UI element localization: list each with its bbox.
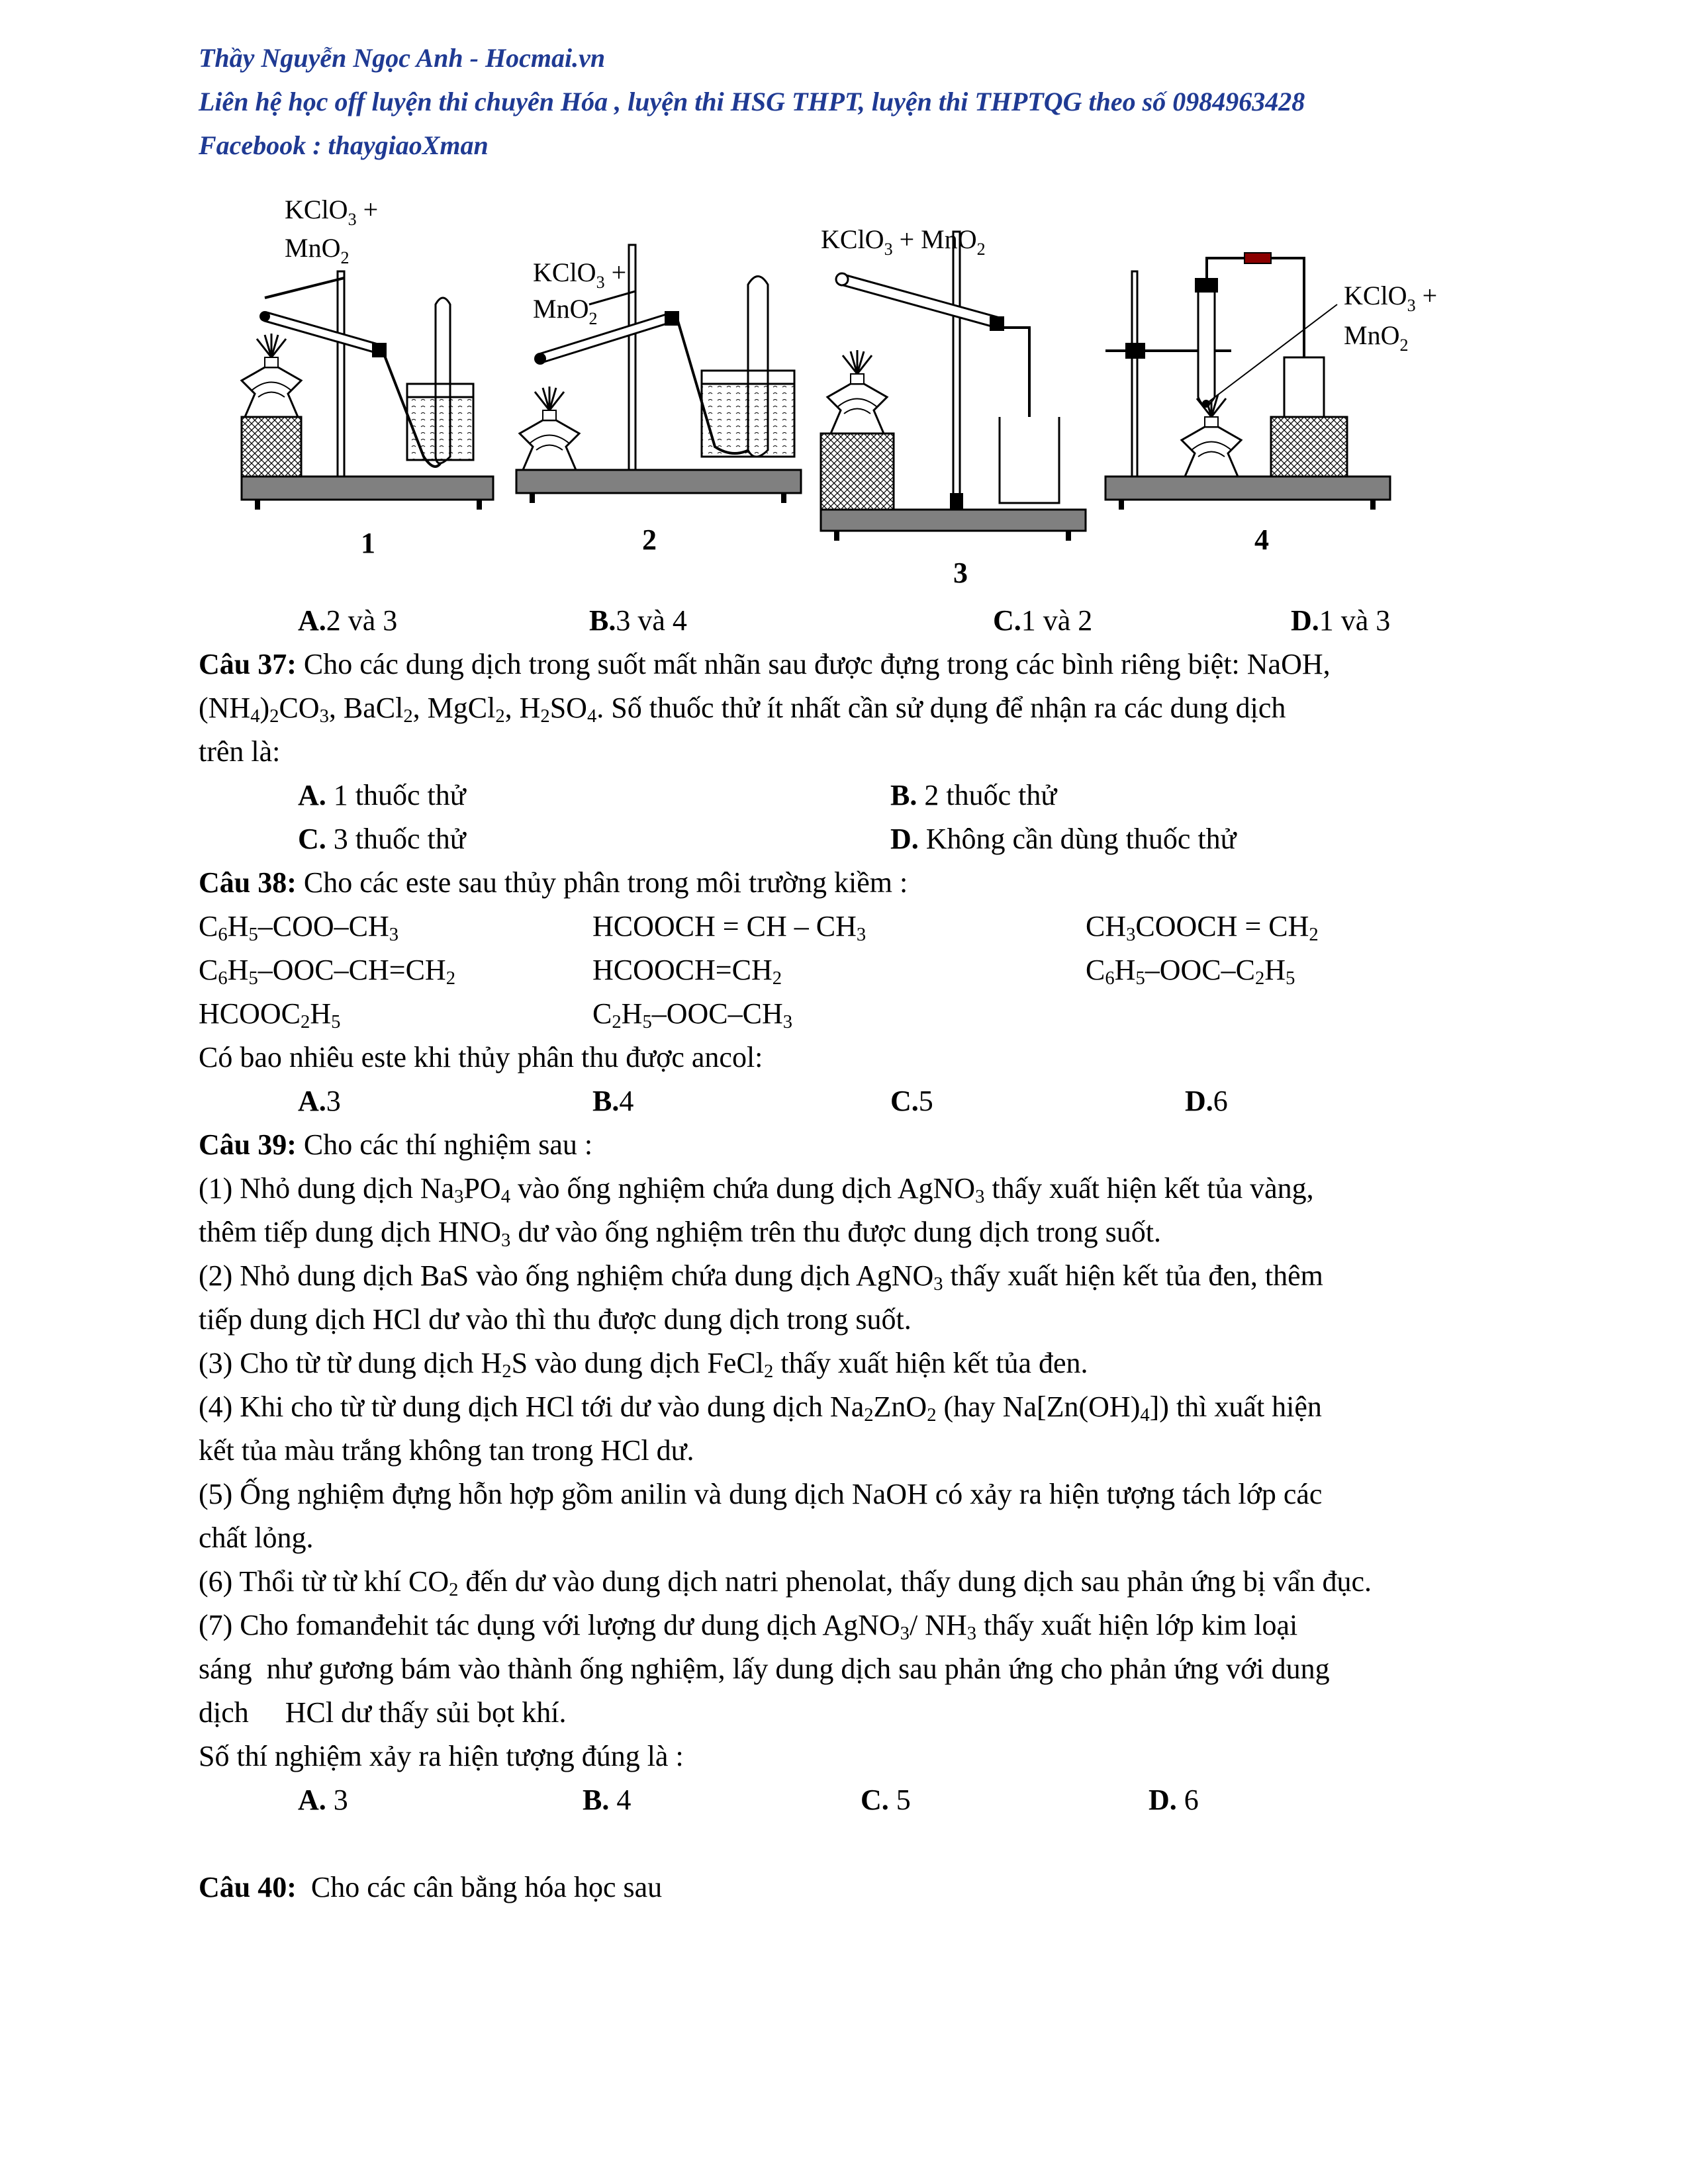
q39-option-b[interactable]: B. 4 [583,1784,632,1816]
ester-2: HCOOCH = CH – $CH_3$ [592,910,867,946]
q39-line-2: thêm tiếp dung dịch $HNO_3$ dư vào ống nghiệm trên thu được dung dịch trong suốt. [199,1216,1161,1251]
q37-stem-2: $(NH_4)_2CO_3$, BaCl$_2$, MgCl$_2$, $H_2SO_4$. Số thuốc thử ít nhất cần sử dụng để nhận ra các dung dịch [199,692,1286,727]
page-header [199,36,1523,167]
svg-text:KClO3 +: KClO$_3$ + [533,257,627,292]
q39-option-a[interactable]: A. 3 [298,1784,348,1816]
q39-line-8: (5) Ống nghiệm đựng hỗn hợp gồm anilin và dung dịch NaOH có xảy ra hiện tượng tách lớp các [199,1478,1323,1510]
q38-options [199,1079,1496,1123]
q38-option-b[interactable]: B.4 [592,1085,634,1117]
q37-stem-3: trên là: [199,735,281,768]
q36-option-c[interactable]: C.1 và 2 [993,604,1093,637]
ester-5: $HCOOCH=CH_2$ [592,954,782,989]
q37-option-d[interactable]: D. Không cần dùng thuốc thử [890,823,1237,855]
q39-line-7: kết tủa màu trắng không tan trong HCl dư. [199,1434,694,1467]
q37-option-c[interactable]: C. 3 thuốc thử [298,823,466,855]
svg-text:KClO3 +: KClO$_3$ + [1344,281,1438,315]
setup-label-3: 3 [953,557,968,589]
q38-stem: Câu 38: Cho các este sau thủy phân trong môi trường kiềm : [199,866,908,899]
q36-option-b[interactable]: B.3 và 4 [589,604,687,637]
q38-label: Câu 38: [199,866,297,899]
q38-option-a[interactable]: A.3 [298,1085,341,1117]
svg-text:MnO2: MnO$_2$ [533,294,598,328]
q39-line-5: (3) Cho từ từ dung dịch $H_2S$ vào dung dịch FeCl$_2$ thấy xuất hiện kết tủa đen. [199,1347,1088,1383]
q39-line-11: (7) Cho fomanđehit tác dụng với lượng dư dung dịch AgNO$_3$/ $NH_3$ thấy xuất hiện lớp kim loại [199,1609,1298,1645]
q37-option-a[interactable]: A. 1 thuốc thử [298,779,466,811]
setup-label-2: 2 [642,523,657,556]
q37-stem-1: Câu 37: Cho các dung dịch trong suốt mất nhãn sau được đựng trong các bình riêng biệt: NaOH, [199,648,1331,680]
ester-3: $CH_3COOCH = CH_2$ [1086,910,1319,946]
questions-content [199,599,1496,1909]
q39-line-1: (1) Nhỏ dung dịch $Na_3PO_4$ vào ống nghiệm chứa dung dịch AgNO$_3$ thấy xuất hiện kết tủa vàng, [199,1172,1314,1208]
ester-1: $C_6H_5-COO-CH_3$ [199,910,399,946]
ester-7: $HCOOC_2H_5$ [199,997,341,1033]
setup-1 [242,195,493,559]
q38-question: Có bao nhiêu este khi thủy phân thu được ancol: [199,1041,763,1073]
svg-text:MnO2: MnO$_2$ [1344,320,1409,355]
apparatus-figure [225,192,1438,602]
svg-text:KClO3 +: KClO$_3$ + [285,195,379,229]
q40-stem: Câu 40: Cho các cân bằng hóa học sau [199,1871,663,1903]
q37-options-row2 [199,817,1496,861]
q39-line-4: tiếp dung dịch HCl dư vào thì thu được dung dịch trong suốt. [199,1303,912,1336]
q39-options [199,1778,1496,1822]
q36-options [199,599,1496,643]
q39-label: Câu 39: [199,1128,297,1161]
svg-text:KClO3 + MnO2: KClO$_3$ + MnO$_2$ [821,224,986,259]
header-author: Thầy Nguyễn Ngọc Anh - Hocmai.vn [199,43,606,73]
q38-option-d[interactable]: D.6 [1185,1085,1228,1117]
q37-option-b[interactable]: B. 2 thuốc thử [890,779,1057,811]
ester-6: $C_6H_5-OOC-C_2H_5$ [1086,954,1295,989]
setup-2 [516,245,801,556]
ester-8: $C_2H_5-OOC-CH_3$ [592,997,793,1033]
q38-esters-row2 [199,948,1496,992]
q37-label: Câu 37: [199,648,297,680]
q39-line-6: (4) Khi cho từ từ dung dịch HCl tới dư vào dung dịch $Na_2ZnO_2$ (hay $Na[Zn(OH)_4]$) thì xuất hiện [199,1390,1322,1426]
q36-option-a[interactable]: A.2 và 3 [298,604,398,637]
header-facebook: Facebook : thaygiaoXman [199,130,489,160]
svg-text:MnO2: MnO$_2$ [285,233,350,267]
q39-option-d[interactable]: D. 6 [1149,1784,1199,1816]
q36-option-d[interactable]: D.1 và 3 [1291,604,1391,637]
q39-option-c[interactable]: C. 5 [861,1784,911,1816]
q38-option-c[interactable]: C.5 [890,1085,933,1117]
q39-line-12: sáng như gương bám vào thành ống nghiệm, lấy dung dịch sau phản ứng cho phản ứng với dung [199,1653,1330,1685]
ester-4: $C_6H_5-OOC-CH=CH_2$ [199,954,455,989]
q39-line-10: (6) Thổi từ từ khí $CO_2$ đến dư vào dung dịch natri phenolat, thấy dung dịch sau phản ứng bị vẩn đục. [199,1565,1372,1601]
q39-stem: Câu 39: Cho các thí nghiệm sau : [199,1128,593,1161]
q39-question: Số thí nghiệm xảy ra hiện tượng đúng là : [199,1740,684,1772]
q39-line-3: (2) Nhỏ dung dịch BaS vào ống nghiệm chứa dung dịch AgNO$_3$ thấy xuất hiện kết tủa đen, thêm [199,1259,1323,1295]
q38-esters-row3 [199,992,1496,1036]
setup-3 [821,224,1086,589]
q40-label: Câu 40: [199,1871,297,1903]
q39-line-13: dịch HCl dư thấy sủi bọt khí. [199,1696,567,1729]
setup-4 [1105,253,1437,556]
q38-esters-row1 [199,905,1496,948]
q39-line-9: chất lỏng. [199,1522,314,1554]
q37-options-row1 [199,774,1496,817]
header-contact: Liên hệ học off luyện thi chuyên Hóa , luyện thi HSG THPT, luyện thi THPTQG theo số 0984963428 [199,87,1305,116]
setup-label-1: 1 [361,527,375,559]
setup-label-4: 4 [1254,523,1269,556]
